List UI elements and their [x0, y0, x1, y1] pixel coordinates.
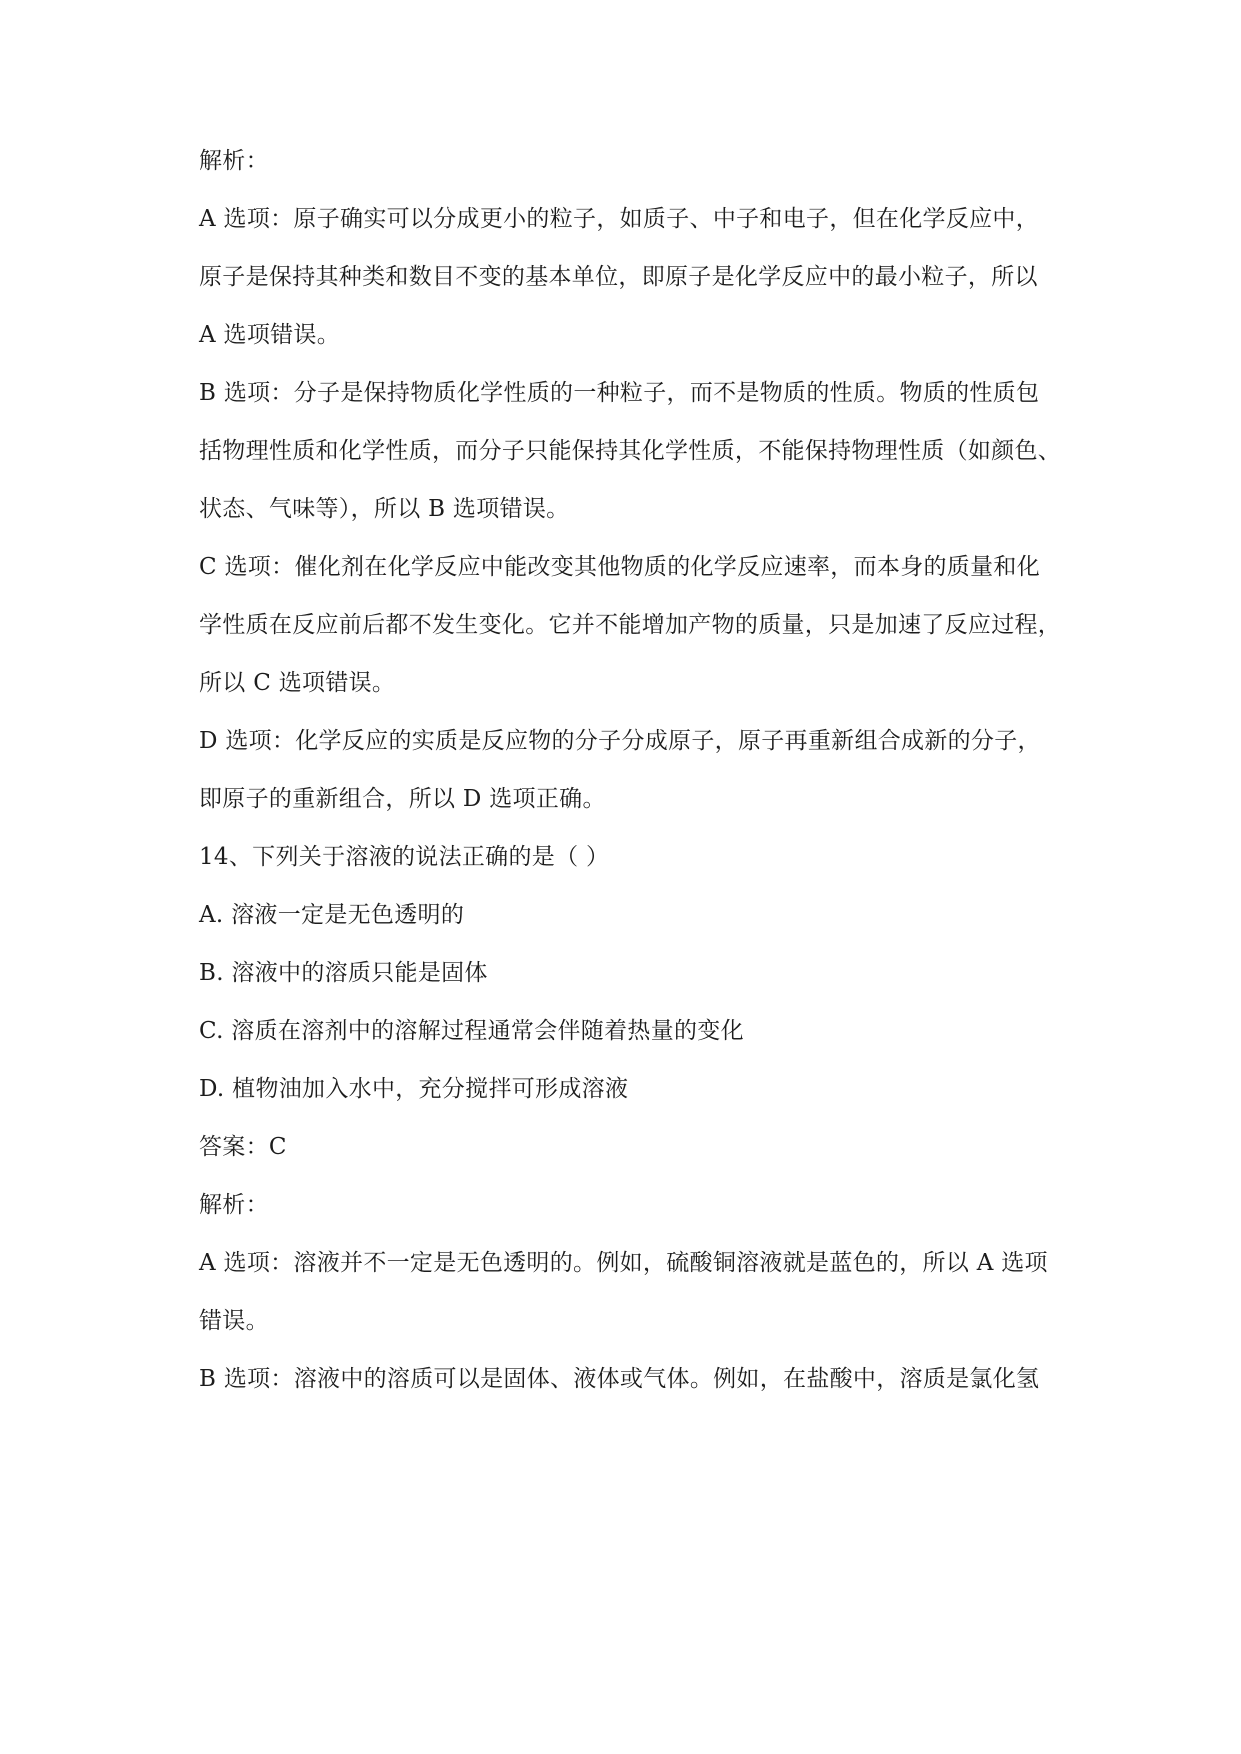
analysis-text-line: C 选项：催化剂在化学反应中能改变其他物质的化学反应速率，而本身的质量和化	[199, 554, 1041, 580]
analysis-text-line: 学性质在反应前后都不发生变化。它并不能增加产物的质量，只是加速了反应过程，	[199, 612, 1062, 638]
analysis-text-line: D 选项：化学反应的实质是反应物的分子分成原子，原子再重新组合成新的分子，	[199, 728, 1041, 754]
analysis-text-line: B 选项：溶液中的溶质可以是固体、液体或气体。例如，在盐酸中，溶质是氯化氢	[199, 1366, 1040, 1392]
analysis-text-line: 错误。	[199, 1308, 269, 1334]
analysis-text-line: 括物理性质和化学性质，而分子只能保持其化学性质，不能保持物理性质（如颜色、	[199, 438, 1062, 464]
answer-line: 答案：C	[199, 1134, 287, 1160]
analysis-text-line: 即原子的重新组合，所以 D 选项正确。	[199, 786, 606, 812]
question-option-a: A. 溶液一定是无色透明的	[199, 902, 465, 928]
question-stem: 14、下列关于溶液的说法正确的是（ ）	[199, 844, 610, 870]
analysis-text-line: B 选项：分子是保持物质化学性质的一种粒子，而不是物质的性质。物质的性质包	[199, 380, 1040, 406]
analysis-text-line: A 选项：溶液并不一定是无色透明的。例如，硫酸铜溶液就是蓝色的，所以 A 选项	[199, 1250, 1048, 1276]
document-body	[199, 143, 1099, 1419]
analysis-text-line: A 选项错误。	[199, 322, 341, 348]
analysis-text-line: 所以 C 选项错误。	[199, 670, 396, 696]
question-option-c: C. 溶质在溶剂中的溶解过程通常会伴随着热量的变化	[199, 1018, 744, 1044]
analysis-heading: 解析：	[199, 1192, 269, 1218]
analysis-heading: 解析：	[199, 148, 269, 174]
analysis-text-line: 状态、气味等），所以 B 选项错误。	[199, 496, 570, 522]
question-option-d: D. 植物油加入水中，充分搅拌可形成溶液	[199, 1076, 629, 1102]
question-option-b: B. 溶液中的溶质只能是固体	[199, 960, 488, 986]
analysis-text-line: 原子是保持其种类和数目不变的基本单位，即原子是化学反应中的最小粒子，所以	[199, 264, 1038, 290]
analysis-text-line: A 选项：原子确实可以分成更小的粒子，如质子、中子和电子，但在化学反应中，	[199, 206, 1040, 232]
